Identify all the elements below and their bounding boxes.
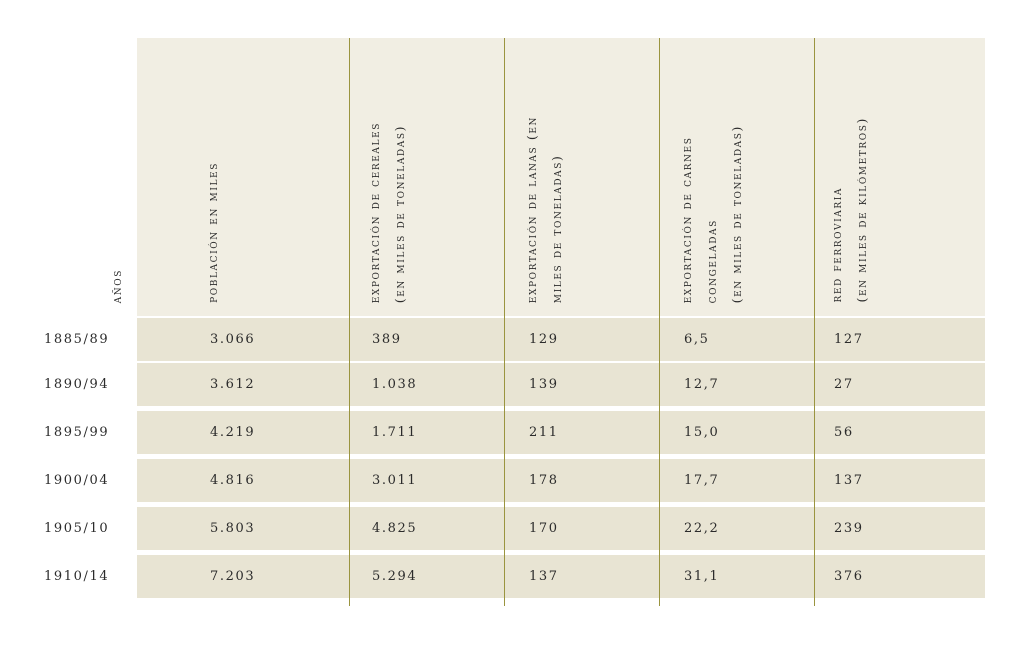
- table-cell: 17,7: [684, 473, 720, 488]
- table-cell: 239: [834, 521, 864, 536]
- table-cell: 139: [529, 377, 559, 392]
- table-cell: 170: [529, 521, 559, 536]
- table-cell: 4.825: [372, 521, 418, 536]
- column-header-line: exportación de cereales: [367, 121, 382, 303]
- year-cell: 1885/89: [44, 332, 110, 347]
- table-cell: 211: [529, 425, 559, 440]
- table-cell: 3.066: [210, 332, 256, 347]
- table-cell: 1.711: [372, 425, 418, 440]
- year-cell: 1900/04: [44, 473, 110, 488]
- column-header-line: red ferroviaria: [829, 187, 844, 303]
- table-cell: 127: [834, 332, 864, 347]
- column-header-6: [824, 117, 874, 303]
- table-cell: 5.803: [210, 521, 256, 536]
- table-cell: 5.294: [372, 569, 418, 584]
- column-divider: [349, 38, 350, 606]
- column-header-line: exportación de lanas (en: [524, 115, 539, 303]
- table-cell: 129: [529, 332, 559, 347]
- column-header-line: miles de toneladas): [549, 154, 564, 303]
- table-cell: 7.203: [210, 569, 256, 584]
- table-cell: 15,0: [684, 425, 720, 440]
- column-header-line: población en miles: [205, 162, 220, 303]
- table-cell: 22,2: [684, 521, 720, 536]
- column-header-line: (en miles de toneladas): [729, 124, 744, 303]
- table-cell: 389: [372, 332, 402, 347]
- table-cell: 1.038: [372, 377, 418, 392]
- column-header-4: [519, 116, 569, 303]
- year-cell: 1910/14: [44, 569, 110, 584]
- table-cell: 3.011: [372, 473, 418, 488]
- table-cell: 56: [834, 425, 854, 440]
- table-cell: 31,1: [684, 569, 720, 584]
- year-cell: 1905/10: [44, 521, 110, 536]
- column-divider: [659, 38, 660, 606]
- column-header-line: congeladas: [704, 218, 719, 303]
- table-cell: 27: [834, 377, 854, 392]
- column-header-2: [200, 162, 225, 303]
- column-header-line: exportación de carnes: [679, 136, 694, 303]
- table-row: [137, 363, 985, 406]
- column-header-line: (en miles de toneladas): [392, 124, 407, 303]
- column-header-1: [104, 269, 129, 303]
- table-row: [137, 411, 985, 454]
- table-cell: 4.219: [210, 425, 256, 440]
- table-cell: 178: [529, 473, 559, 488]
- column-header-5: [674, 125, 749, 303]
- table-cell: 12,7: [684, 377, 720, 392]
- column-divider: [504, 38, 505, 606]
- table-cell: 6,5: [684, 332, 710, 347]
- table-cell: 3.612: [210, 377, 256, 392]
- year-cell: 1890/94: [44, 377, 110, 392]
- table-cell: 4.816: [210, 473, 256, 488]
- table-cell: 137: [834, 473, 864, 488]
- column-header-line: (en miles de kilómetros): [854, 117, 869, 303]
- column-header-3: [362, 122, 412, 303]
- year-cell: 1895/99: [44, 425, 110, 440]
- table-cell: 137: [529, 569, 559, 584]
- column-header-line: años: [109, 268, 124, 303]
- column-divider: [814, 38, 815, 606]
- table-cell: 376: [834, 569, 864, 584]
